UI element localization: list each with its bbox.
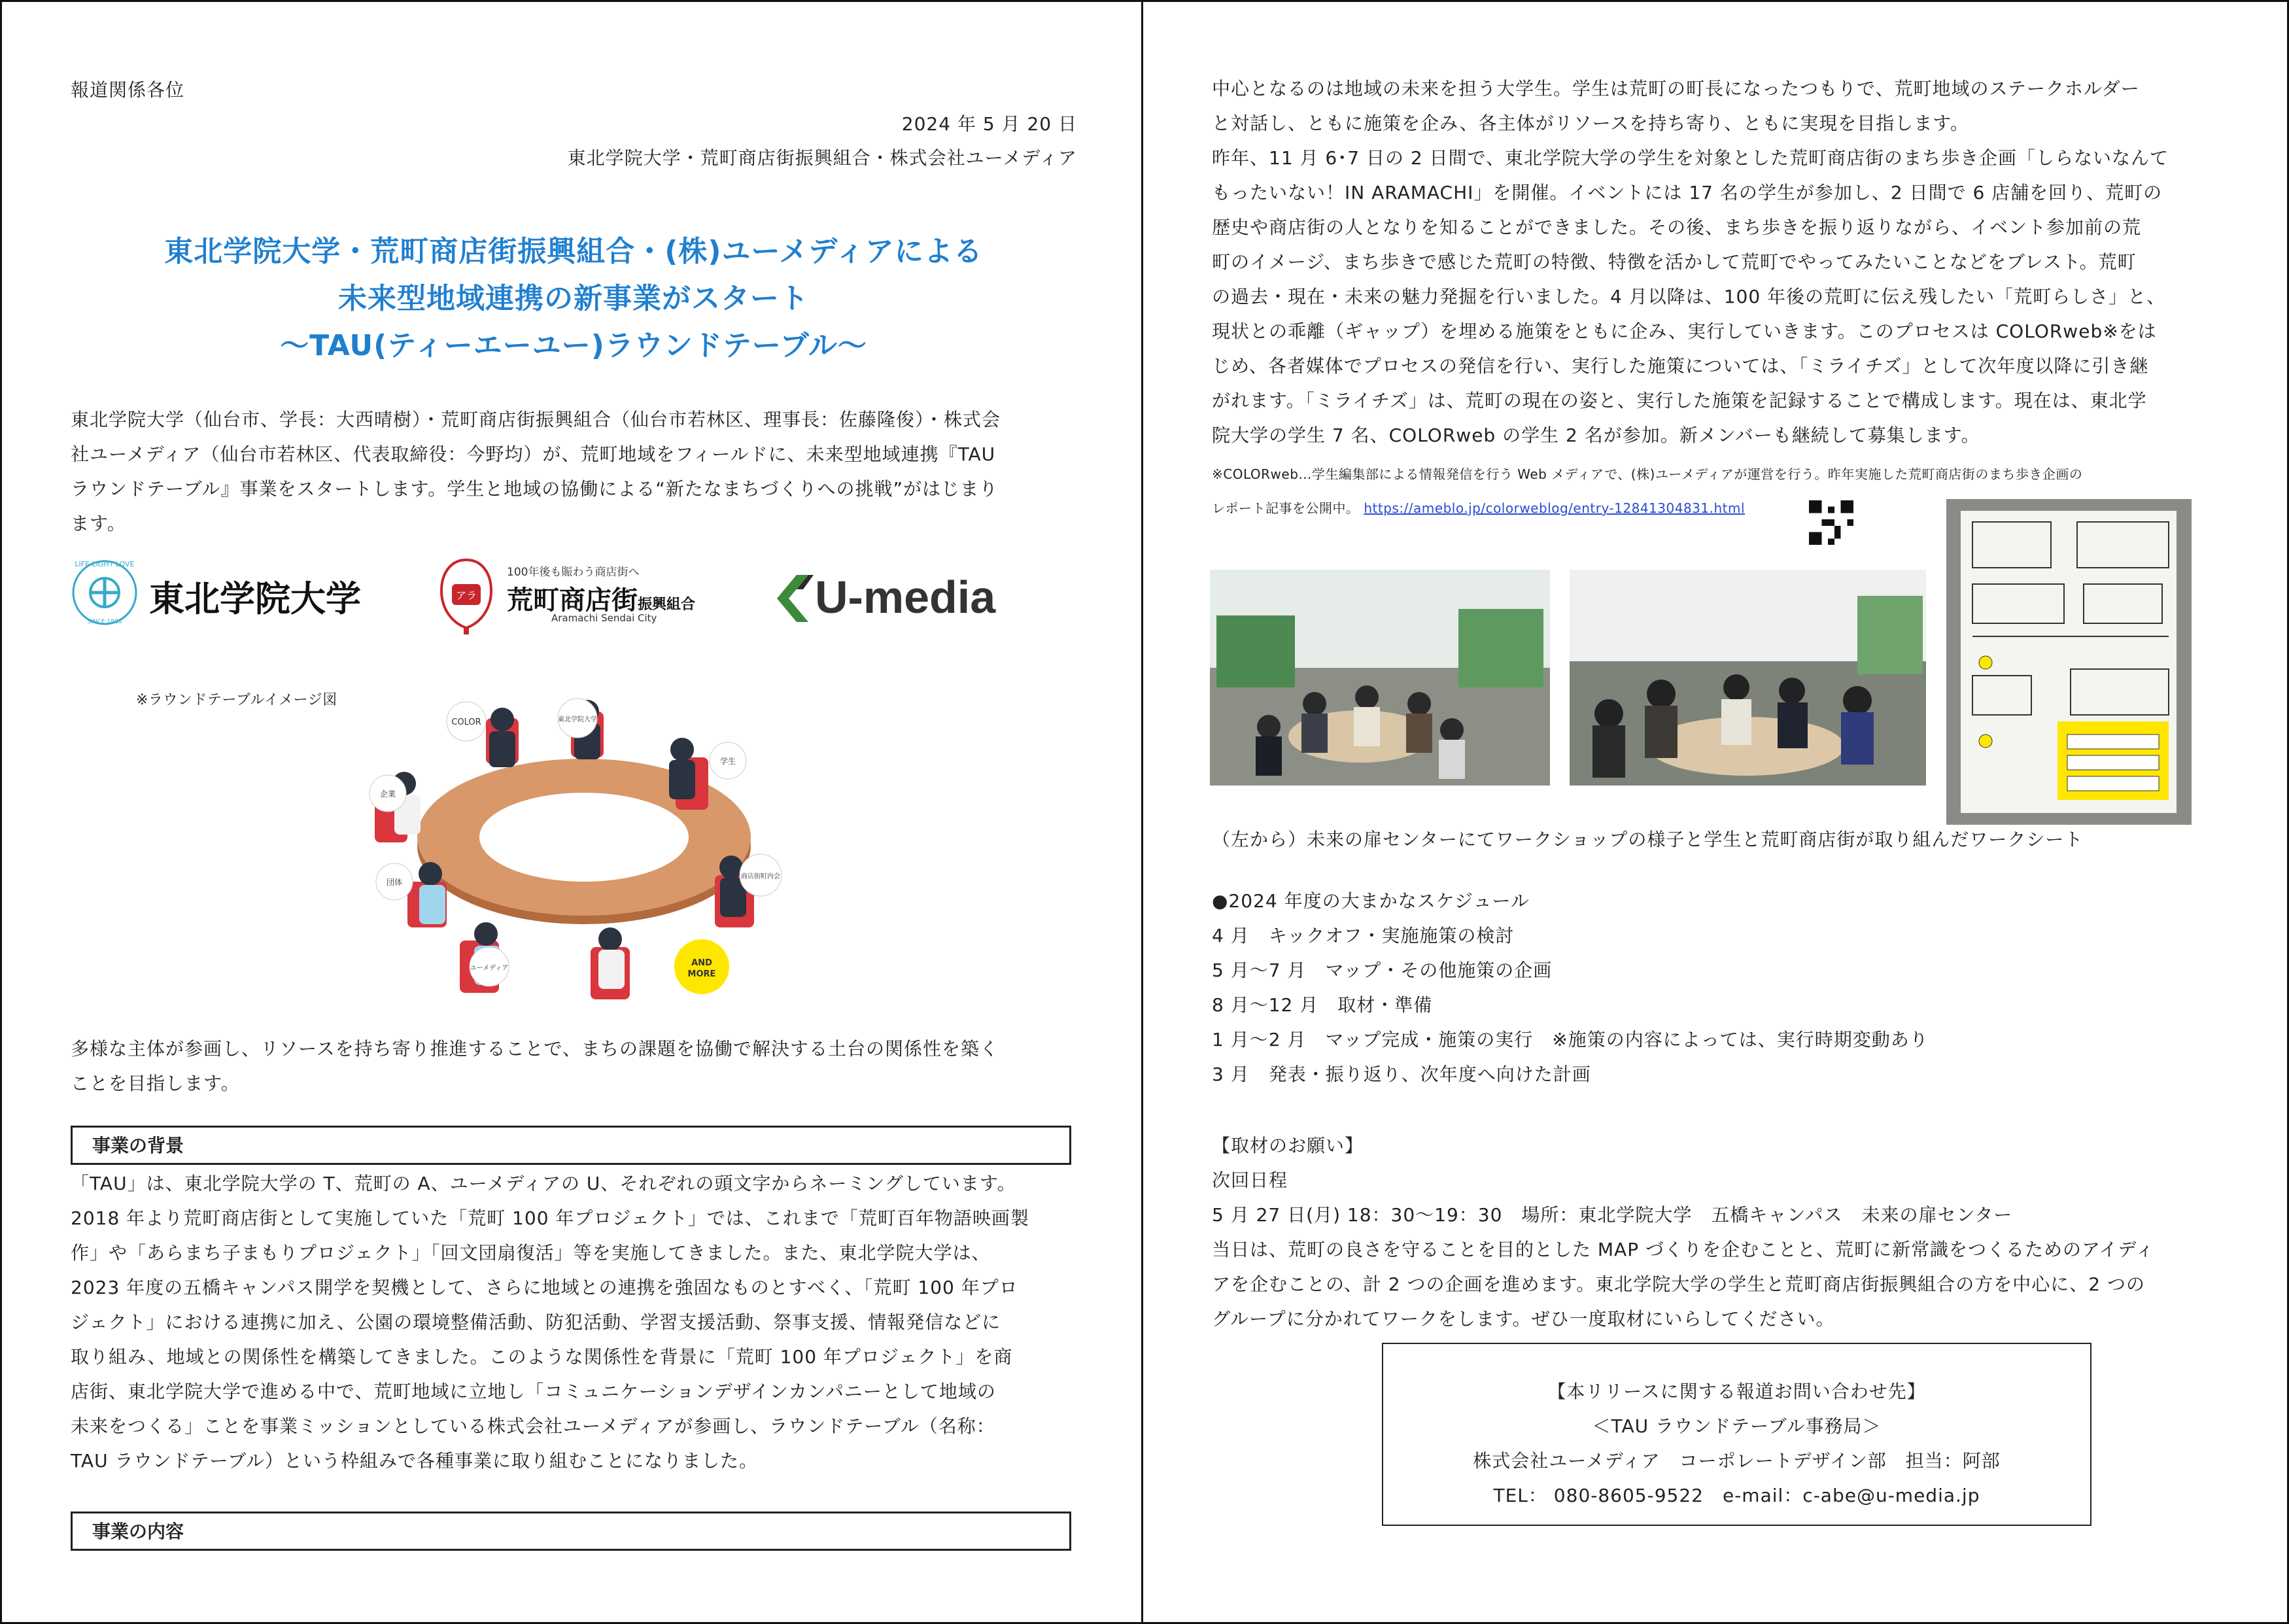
content-line: 中心となるのは地域の未来を担う大学生。学生は荒町の町長になったつもりで、荒町地域のステークホルダー <box>1212 78 2140 99</box>
title-line-2: 未来型地域連携の新事業がスタート <box>338 282 809 315</box>
content-line: 昨年、11 月 6･7 日の 2 日間で、東北学院大学の学生を対象とした荒町商店街のまち歩き企画「しらないなんて <box>1212 147 2169 169</box>
contact-office: ＜TAU ラウンドテーブル事務局＞ <box>1592 1415 1882 1437</box>
umedia-mark-icon <box>770 572 816 625</box>
title-line-3: 〜TAU(ティーエーユー)ラウンドテーブル〜 <box>280 329 867 362</box>
roundtable-illustration <box>349 685 819 1026</box>
schedule-item: 1 月〜2 月 マップ完成・施策の実行 ※施策の内容によっては、実行時期変動あり <box>1212 1029 1929 1050</box>
background-line: 取り組み、地域との関係性を構築してきました。このような関係性を背景に「荒町 100 年プロジェクト」を商 <box>71 1346 1013 1368</box>
content-line: じめ、各者媒体でプロセスの発信を行い、実行した施策については、「ミライチズ」として次年度以降に引き継 <box>1212 355 2149 377</box>
background-line: 店街、東北学院大学で進める中で、荒町地域に立地し「コミュニケーションデザインカンパニーとして地域の <box>71 1381 996 1402</box>
worksheet-photo <box>1946 499 2192 825</box>
label-color: COLOR <box>451 717 481 727</box>
next-schedule-detail: 5 月 27 日(月) 18：30〜19：30 場所：東北学院大学 五橋キャンパス 未来の扉センター <box>1212 1204 2013 1226</box>
schedule-item: 8 月〜12 月 取材・準備 <box>1212 994 1433 1016</box>
label-company: 企業 <box>379 789 396 799</box>
intro-line: 社ユーメディア（仙台市若林区、代表取締役：今野均）が、荒町地域をフィールドに、未来型地域連携『TAU <box>71 443 996 465</box>
background-line: TAU ラウンドテーブル）という枠組みで各種事業に取り組むことになりました。 <box>71 1450 758 1472</box>
content-line: もったいない！IN ARAMACHI」を開催。イベントには 17 名の学生が参加し、2 日間で 6 店舗を回り、荒町の <box>1212 182 2163 203</box>
contact-title: 【本リリースに関する報道お問い合わせ先】 <box>1547 1381 1926 1402</box>
contact-person: 株式会社ユーメディア コーポレートデザイン部 担当：阿部 <box>1473 1450 2001 1472</box>
schedule-title: ●2024 年度の大まかなスケジュール <box>1212 890 1530 912</box>
content-line: と対話し、ともに施策を企み、各主体がリソースを持ち寄り、ともに実現を目指します。 <box>1212 112 1970 134</box>
next-schedule-label: 次回日程 <box>1212 1169 1288 1191</box>
schedule-item: 3 月 発表・振り返り、次年度へ向けた計画 <box>1212 1063 1591 1085</box>
background-line: ジェクト」における連携に加え、公園の環境整備活動、防犯活動、学習支援活動、祭事支援、情報発信などに <box>71 1311 1001 1333</box>
photo-caption: （左から）未来の扉センターにてワークショップの様子と学生と荒町商店街が取り組んだワークシート <box>1212 829 2084 850</box>
content-line: 現状との乖離（ギャップ）を埋める施策をともに企み、実行していきます。このプロセスは COLORweb※をは <box>1212 320 2157 342</box>
title-line-1: 東北学院大学・荒町商店街振興組合・(株)ユーメディアによる <box>164 235 983 268</box>
goal-line: ことを目指します。 <box>71 1073 240 1094</box>
content-line: 院大学の学生 7 名、COLORweb の学生 2 名が参加。新メンバーも継続して募集します。 <box>1212 424 1980 446</box>
aramachi-name: 荒町商店街振興組合 <box>507 585 696 615</box>
label-umedia: ユーメディア <box>470 965 509 972</box>
logo-umedia <box>770 570 1032 629</box>
request-line: アを企むことの、計 2 つの企画を進めます。東北学院大学の学生と荒町商店街振興組合の方を中心に、2 つの <box>1212 1273 2145 1295</box>
label-tohoku: 東北学院大学 <box>558 716 597 723</box>
logo-aramachi <box>434 555 721 640</box>
request-line: グループに分かれてワークをします。ぜひ一度取材にいらしてください。 <box>1212 1308 1835 1330</box>
request-title: 【取材のお願い】 <box>1212 1135 1364 1156</box>
goal-line: 多様な主体が参画し、リソースを持ち寄り推進することで、まちの課題を協働で解決する土台の関係性を築く <box>71 1038 999 1060</box>
background-line: 「TAU」は、東北学院大学の T、荒町の A、ユーメディアの U、それぞれの頭文字からネーミングしています。 <box>71 1173 1016 1194</box>
page-left <box>0 0 1143 1624</box>
umedia-logo-name: U-media <box>815 572 996 623</box>
intro-line: ラウンドテーブル』事業をスタートします。学生と地域の協働による“新たなまちづくりへの挑戦”がはじまり <box>71 478 998 500</box>
svg-text:LIFE LIGHT LOVE: LIFE LIGHT LOVE <box>75 560 135 568</box>
background-line: 未来をつくる」ことを事業ミッションとしている株式会社ユーメディアが参画し、ラウンドテーブル（名称： <box>71 1415 995 1437</box>
intro-line: 東北学院大学（仙台市、学長：大西晴樹）・荒町商店街振興組合（仙台市若林区、理事長：佐藤隆俊）・株式会 <box>71 409 1001 430</box>
label-group: 団体 <box>386 878 403 887</box>
page-right <box>1141 0 2289 1624</box>
workshop-photo-1 <box>1210 570 1550 786</box>
aramachi-english: Aramachi Sendai City <box>551 612 657 624</box>
addressee: 報道関係各位 <box>71 79 185 101</box>
intro-line: ます。 <box>71 513 126 534</box>
release-date: 2024 年 5 月 20 日 <box>901 113 1077 135</box>
logo-tohoku-gakuin <box>71 557 371 635</box>
label-shopping: 商店街町内会 <box>741 873 780 880</box>
content-line: 町のイメージ、まち歩きで感じた荒町の特徴、特徴を活かして荒町でやってみたいことなどをブレスト。荒町 <box>1212 251 2137 273</box>
colorweb-note-line2: レポート記事を公開中。 https://ameblo.jp/colorweblog/entry-12841304831.html <box>1212 500 1746 516</box>
label-student: 学生 <box>719 757 736 766</box>
colorweb-note: ※COLORweb…学生編集部による情報発信を行う Web メディアで、(株)ユーメディアが運営を行う。昨年実施した荒町商店街のまち歩き企画の <box>1212 466 2083 482</box>
content-line: 歴史や商店街の人となりを知ることができました。その後、まち歩きを振り返りながら、イベント参加前の荒 <box>1212 216 2142 238</box>
schedule-item: 4 月 キックオフ・実施施策の検討 <box>1212 925 1515 946</box>
content-line: がれます。「ミライチズ」は、荒町の現在の姿と、実行した施策を記録することで構成します。現在は、東北学 <box>1212 390 2147 411</box>
contact-box <box>1382 1343 2091 1526</box>
workshop-photo-2 <box>1570 570 1926 786</box>
person-figure <box>669 738 708 810</box>
contact-tel-email[interactable]: TEL： 080-8605-9522 e-mail：c-abe@u-media.jp <box>1493 1485 1980 1506</box>
svg-text:SINCE 1886: SINCE 1886 <box>87 619 122 625</box>
svg-text:MORE: MORE <box>687 969 716 979</box>
section-heading-background: 事業の背景 <box>71 1126 1071 1165</box>
background-line: 作」や「あらまち子まもりプロジェクト」「回文団扇復活」等を実施してきました。また、東北学院大学は、 <box>71 1242 991 1264</box>
colorweb-report-link[interactable]: https://ameblo.jp/colorweblog/entry-12841304831.html <box>1364 500 1746 516</box>
background-line: 2018 年より荒町商店街として実施していた「荒町 100 年プロジェクト」では、これまで「荒町百年物語映画製 <box>71 1207 1029 1229</box>
person-figure <box>407 862 447 927</box>
tohoku-seal-icon <box>71 557 139 629</box>
content-line: の過去・現在・未来の魅力発掘を行いました。4 月以降は、100 年後の荒町に伝え残したい「荒町らしさ」と、 <box>1212 286 2166 307</box>
label-and-more: AND <box>691 958 712 968</box>
section-heading-content: 事業の内容 <box>71 1512 1071 1551</box>
schedule-item: 5 月〜7 月 マップ・その他施策の企画 <box>1212 959 1553 981</box>
illustration-caption: ※ラウンドテーブルイメージ図 <box>136 692 337 708</box>
person-figure <box>486 708 519 767</box>
aramachi-emblem-icon <box>434 555 499 636</box>
background-line: 2023 年度の五橋キャンパス開学を契機として、さらに地域との連携を強固なものとすべく、「荒町 100 年プロ <box>71 1277 1018 1298</box>
qr-code-icon[interactable] <box>1809 500 1853 545</box>
tohoku-logo-name: 東北学院大学 <box>149 578 361 619</box>
aramachi-tagline: 100年後も賑わう商店街へ <box>507 566 640 579</box>
issuer: 東北学院大学・荒町商店街振興組合・株式会社ユーメディア <box>567 147 1077 169</box>
svg-text:アラ: アラ <box>455 589 477 602</box>
request-line: 当日は、荒町の良さを守ることを目的とした MAP づくりを企むことと、荒町に新常識をつくるためのアイディ <box>1212 1239 2155 1260</box>
person-figure <box>591 927 630 999</box>
